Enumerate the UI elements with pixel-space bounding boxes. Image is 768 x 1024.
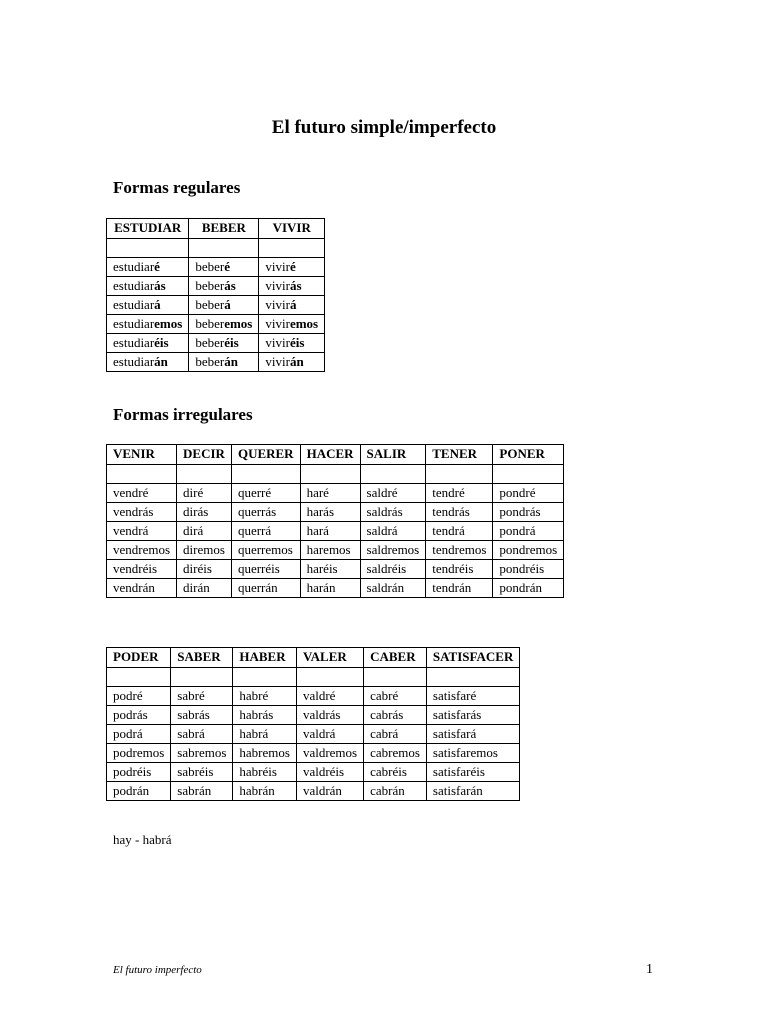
conjugation-cell: querrá (231, 522, 300, 541)
conjugation-cell: valdréis (296, 763, 363, 782)
conjugation-cell: pondrá (493, 522, 564, 541)
blank-cell (107, 239, 189, 258)
column-header: BEBER (189, 219, 259, 239)
table-row (107, 782, 520, 801)
table-row (107, 503, 564, 522)
conjugation-cell: saldrán (360, 579, 426, 598)
conjugation-cell (107, 277, 189, 296)
conjugation-cell: satisfará (426, 725, 519, 744)
table-row (107, 315, 325, 334)
column-header: CABER (364, 648, 427, 668)
conjugation-cell: podremos (107, 744, 171, 763)
blank-cell (177, 465, 232, 484)
conjugation-cell: haréis (300, 560, 360, 579)
blank-cell (189, 239, 259, 258)
conjugation-cell (259, 334, 325, 353)
conjugation-cell: habremos (233, 744, 297, 763)
conjugation-cell: haré (300, 484, 360, 503)
conjugation-cell: dirás (177, 503, 232, 522)
verb-ending: ás (154, 278, 166, 293)
conjugation-cell: diré (177, 484, 232, 503)
conjugation-cell: valdrán (296, 782, 363, 801)
column-header: VALER (296, 648, 363, 668)
conjugation-cell: habrá (233, 725, 297, 744)
regular-verbs-table (106, 218, 325, 372)
verb-stem: estudiar (113, 335, 155, 350)
column-header: VIVIR (259, 219, 325, 239)
blank-cell (360, 465, 426, 484)
column-header: QUERER (231, 445, 300, 465)
verb-stem: vivir (265, 278, 290, 293)
conjugation-cell: hará (300, 522, 360, 541)
conjugation-cell: satisfaré (426, 687, 519, 706)
verb-stem: vivir (265, 297, 290, 312)
table-row (107, 579, 564, 598)
verb-ending: é (154, 259, 160, 274)
verb-stem: beber (195, 335, 225, 350)
section-heading-regular: Formas regulares (113, 178, 241, 197)
conjugation-cell: cabrán (364, 782, 427, 801)
table-row (107, 725, 520, 744)
conjugation-cell: tendré (426, 484, 493, 503)
conjugation-cell: habrán (233, 782, 297, 801)
section-heading-irregular: Formas irregulares (113, 405, 253, 424)
conjugation-cell (259, 296, 325, 315)
conjugation-cell: pondremos (493, 541, 564, 560)
column-header: HABER (233, 648, 297, 668)
page-title: El futuro simple/imperfecto (271, 117, 497, 138)
table-row (107, 258, 325, 277)
verb-stem: beber (195, 297, 225, 312)
verb-ending: é (289, 259, 296, 274)
conjugation-cell: haremos (300, 541, 360, 560)
conjugation-cell: satisfarás (426, 706, 519, 725)
verb-stem: beber (195, 316, 225, 331)
column-header: HACER (300, 445, 360, 465)
conjugation-cell: querré (231, 484, 300, 503)
conjugation-cell: vendréis (107, 560, 177, 579)
conjugation-cell: valdremos (296, 744, 363, 763)
conjugation-cell: podrán (107, 782, 171, 801)
conjugation-cell: harán (300, 579, 360, 598)
conjugation-cell: saldré (360, 484, 426, 503)
irregular-verbs-table-1 (106, 444, 564, 598)
verb-stem: vivir (265, 335, 290, 350)
verb-stem: estudiar (113, 278, 155, 293)
note-hay-habra: hay - habrá (113, 832, 172, 847)
column-header: PODER (107, 648, 171, 668)
table-row (107, 296, 325, 315)
column-header: PONER (493, 445, 564, 465)
conjugation-cell: querrán (231, 579, 300, 598)
conjugation-cell: habréis (233, 763, 297, 782)
conjugation-cell (107, 296, 189, 315)
conjugation-cell (107, 334, 189, 353)
conjugation-cell: habré (233, 687, 297, 706)
conjugation-cell: tendrás (426, 503, 493, 522)
verb-ending: án (154, 354, 168, 369)
verb-stem: beber (195, 354, 225, 369)
table-row (107, 706, 520, 725)
conjugation-cell: saldrás (360, 503, 426, 522)
blank-cell (426, 465, 493, 484)
verb-ending: éis (154, 335, 169, 350)
blank-cell (426, 668, 519, 687)
conjugation-cell: satisfaréis (426, 763, 519, 782)
verb-ending: emos (154, 316, 183, 331)
irregular-verbs-table-2 (106, 647, 520, 801)
conjugation-cell: valdré (296, 687, 363, 706)
conjugation-cell: pondrás (493, 503, 564, 522)
conjugation-cell: pondréis (493, 560, 564, 579)
conjugation-cell: podrá (107, 725, 171, 744)
conjugation-cell: cabrá (364, 725, 427, 744)
verb-ending: é (224, 259, 230, 274)
verb-ending: á (224, 297, 231, 312)
conjugation-cell: valdrá (296, 725, 363, 744)
conjugation-cell (259, 353, 325, 372)
conjugation-cell (189, 258, 259, 277)
conjugation-cell (259, 258, 325, 277)
conjugation-cell: diremos (177, 541, 232, 560)
table-header-row (107, 219, 325, 239)
table-row (107, 560, 564, 579)
conjugation-cell: diréis (177, 560, 232, 579)
verb-stem: vivir (265, 316, 290, 331)
column-header: VENIR (107, 445, 177, 465)
conjugation-cell: sabremos (171, 744, 233, 763)
table-row (107, 763, 520, 782)
conjugation-cell: vendrás (107, 503, 177, 522)
conjugation-cell: vendré (107, 484, 177, 503)
table-header-row (107, 445, 564, 465)
conjugation-cell: sabrá (171, 725, 233, 744)
column-header: SALIR (360, 445, 426, 465)
column-header: DECIR (177, 445, 232, 465)
blank-cell (300, 465, 360, 484)
conjugation-cell: vendrá (107, 522, 177, 541)
blank-cell (233, 668, 297, 687)
conjugation-cell: querréis (231, 560, 300, 579)
conjugation-cell: pondrán (493, 579, 564, 598)
verb-stem: estudiar (113, 297, 155, 312)
table-row (107, 484, 564, 503)
table-row (107, 744, 520, 763)
blank-cell (171, 668, 233, 687)
table-blank-row (107, 668, 520, 687)
verb-ending: emos (224, 316, 253, 331)
verb-ending: ás (289, 278, 302, 293)
conjugation-cell: cabréis (364, 763, 427, 782)
conjugation-cell: sabré (171, 687, 233, 706)
verb-ending: á (289, 297, 297, 312)
conjugation-cell (189, 353, 259, 372)
column-header: TENER (426, 445, 493, 465)
conjugation-cell: satisfarán (426, 782, 519, 801)
conjugation-cell: tendrá (426, 522, 493, 541)
verb-ending: emos (289, 316, 319, 331)
verb-stem: vivir (265, 259, 290, 274)
conjugation-cell: valdrás (296, 706, 363, 725)
conjugation-cell: habrás (233, 706, 297, 725)
conjugation-cell: tendrán (426, 579, 493, 598)
blank-cell (107, 668, 171, 687)
verb-ending: ás (224, 278, 236, 293)
column-header: ESTUDIAR (107, 219, 189, 239)
verb-ending: án (224, 354, 238, 369)
conjugation-cell: satisfaremos (426, 744, 519, 763)
conjugation-cell (107, 315, 189, 334)
conjugation-cell: querrás (231, 503, 300, 522)
table-row (107, 541, 564, 560)
table-blank-row (107, 465, 564, 484)
conjugation-cell: sabrás (171, 706, 233, 725)
conjugation-cell (189, 315, 259, 334)
conjugation-cell (189, 296, 259, 315)
conjugation-cell: vendrán (107, 579, 177, 598)
table-header-row (107, 648, 520, 668)
conjugation-cell: cabremos (364, 744, 427, 763)
conjugation-cell: podréis (107, 763, 171, 782)
conjugation-cell: dirán (177, 579, 232, 598)
conjugation-cell: dirá (177, 522, 232, 541)
conjugation-cell (107, 353, 189, 372)
conjugation-cell: saldrá (360, 522, 426, 541)
column-header: SATISFACER (426, 648, 519, 668)
conjugation-cell: tendremos (426, 541, 493, 560)
conjugation-cell: vendremos (107, 541, 177, 560)
verb-ending: án (289, 354, 304, 369)
table-row (107, 522, 564, 541)
blank-cell (259, 239, 325, 258)
table-blank-row (107, 239, 325, 258)
conjugation-cell: podré (107, 687, 171, 706)
table-row (107, 353, 325, 372)
conjugation-cell: tendréis (426, 560, 493, 579)
conjugation-cell: saldremos (360, 541, 426, 560)
conjugation-cell: saldréis (360, 560, 426, 579)
table-row (107, 277, 325, 296)
table-row (107, 334, 325, 353)
page-number: 1 (646, 962, 653, 977)
verb-stem: beber (195, 259, 225, 274)
conjugation-cell: sabréis (171, 763, 233, 782)
conjugation-cell (107, 258, 189, 277)
conjugation-cell: cabré (364, 687, 427, 706)
conjugation-cell: cabrás (364, 706, 427, 725)
conjugation-cell (259, 277, 325, 296)
verb-ending: éis (224, 335, 239, 350)
conjugation-cell: podrás (107, 706, 171, 725)
blank-cell (107, 465, 177, 484)
blank-cell (493, 465, 564, 484)
verb-stem: estudiar (113, 259, 155, 274)
blank-cell (296, 668, 363, 687)
conjugation-cell (259, 315, 325, 334)
conjugation-cell (189, 277, 259, 296)
verb-ending: á (154, 297, 161, 312)
verb-ending: éis (289, 335, 305, 350)
conjugation-cell: harás (300, 503, 360, 522)
footer-title: El futuro imperfecto (113, 964, 202, 976)
verb-stem: vivir (265, 354, 290, 369)
column-header: SABER (171, 648, 233, 668)
verb-stem: beber (195, 278, 225, 293)
conjugation-cell: pondré (493, 484, 564, 503)
table-row (107, 687, 520, 706)
verb-stem: estudiar (113, 354, 155, 369)
conjugation-cell: sabrán (171, 782, 233, 801)
blank-cell (231, 465, 300, 484)
conjugation-cell (189, 334, 259, 353)
blank-cell (364, 668, 427, 687)
verb-stem: estudiar (113, 316, 155, 331)
conjugation-cell: querremos (231, 541, 300, 560)
